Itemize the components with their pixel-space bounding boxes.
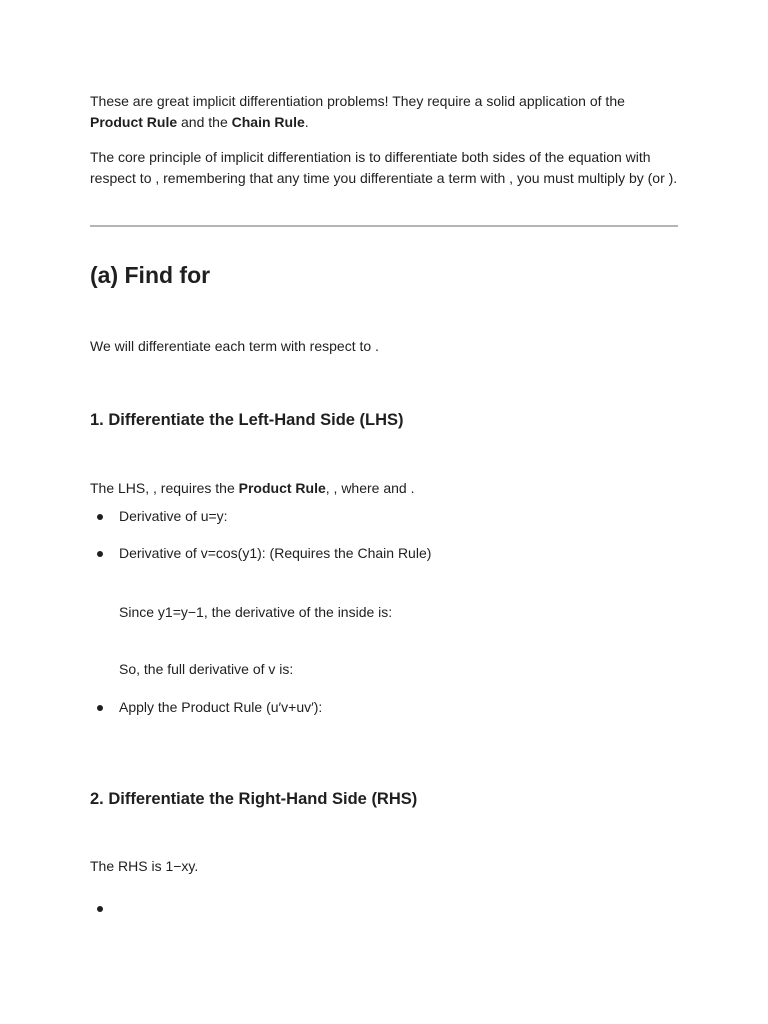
lhs-heading: 1. Differentiate the Left-Hand Side (LHS) — [90, 411, 404, 429]
section-a-heading: (a) Find for — [90, 262, 211, 288]
product-rule-term: Product Rule — [90, 114, 178, 130]
core-principle-paragraph: The core principle of implicit differentiation is to differentiate both sides of the equation with respect to , remembering that any time you differentiate a term with , you must multiply by (or ). — [90, 149, 678, 186]
rhs-heading: 2. Differentiate the Right-Hand Side (RHS) — [90, 790, 418, 808]
chain-rule-term: Chain Rule — [231, 114, 305, 130]
intro-period: . — [304, 114, 309, 130]
bullet-icon — [97, 514, 103, 520]
rhs-paragraph: The RHS is 1−xy. — [90, 858, 199, 874]
intro-paragraph — [90, 91, 680, 133]
horizontal-divider — [90, 225, 678, 227]
so-paragraph: So, the full derivative of v is: — [119, 661, 294, 677]
lhs-text-before: The LHS, , requires the — [90, 480, 239, 496]
lhs-paragraph — [90, 478, 414, 499]
bullet-icon — [97, 906, 103, 912]
since-paragraph: Since y1=y−1, the derivative of the inside is: — [119, 604, 393, 620]
lhs-product-rule-term: Product Rule — [238, 480, 326, 496]
bullet-icon — [97, 705, 103, 711]
section-a-intro: We will differentiate each term with respect to . — [90, 338, 379, 354]
list-item-text: Derivative of v=cos(y1): (Requires the Chain Rule) — [119, 545, 432, 561]
list-item-text: Apply the Product Rule (u′v+uv′): — [119, 699, 323, 715]
intro-text: These are great implicit differentiation problems! They require a solid application of the — [90, 93, 625, 109]
lhs-text-after: , , where and . — [325, 480, 415, 496]
intro-connector: and the — [177, 114, 232, 130]
list-item-text: Derivative of u=y: — [119, 508, 228, 524]
bullet-icon — [97, 551, 103, 557]
